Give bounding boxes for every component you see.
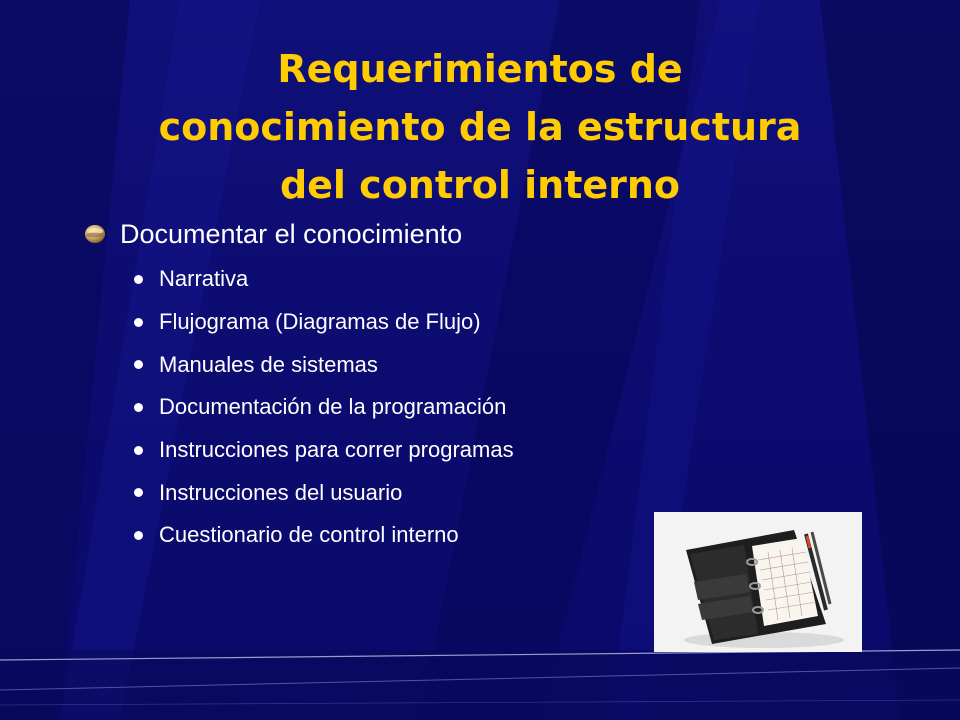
organizer-planner-icon [654, 512, 862, 652]
list-item [130, 471, 514, 514]
organizer-picture [654, 512, 862, 652]
sub-bullet-list [130, 258, 514, 557]
main-bullet [84, 214, 462, 254]
list-item [130, 514, 514, 557]
title-line: conocimiento de la estructura [158, 105, 802, 149]
list-item-text: Documentación de la programación [159, 394, 507, 420]
bullet-dot-icon [134, 403, 143, 412]
list-item-text: Instrucciones para correr programas [159, 437, 514, 463]
gear-bullet-icon [84, 223, 106, 245]
bullet-dot-icon [134, 275, 143, 284]
list-item [130, 258, 514, 301]
list-item-text: Flujograma (Diagramas de Flujo) [159, 309, 481, 335]
bullet-dot-icon [134, 360, 143, 369]
bullet-dot-icon [134, 488, 143, 497]
list-item-text: Manuales de sistemas [159, 351, 378, 377]
list-item-text: Cuestionario de control interno [159, 522, 459, 548]
slide-title [40, 40, 920, 214]
list-item [130, 343, 514, 386]
bullet-dot-icon [134, 531, 143, 540]
bullet-dot-icon [134, 446, 143, 455]
list-item [130, 386, 514, 429]
list-item [130, 301, 514, 344]
title-line: del control interno [279, 163, 681, 207]
title-line: Requerimientos de [277, 47, 683, 91]
bullet-dot-icon [134, 318, 143, 327]
main-bullet-text: Documentar el conocimiento [120, 218, 463, 249]
list-item-text: Instrucciones del usuario [159, 479, 403, 505]
list-item-text: Narrativa [159, 266, 249, 292]
list-item [130, 429, 514, 472]
